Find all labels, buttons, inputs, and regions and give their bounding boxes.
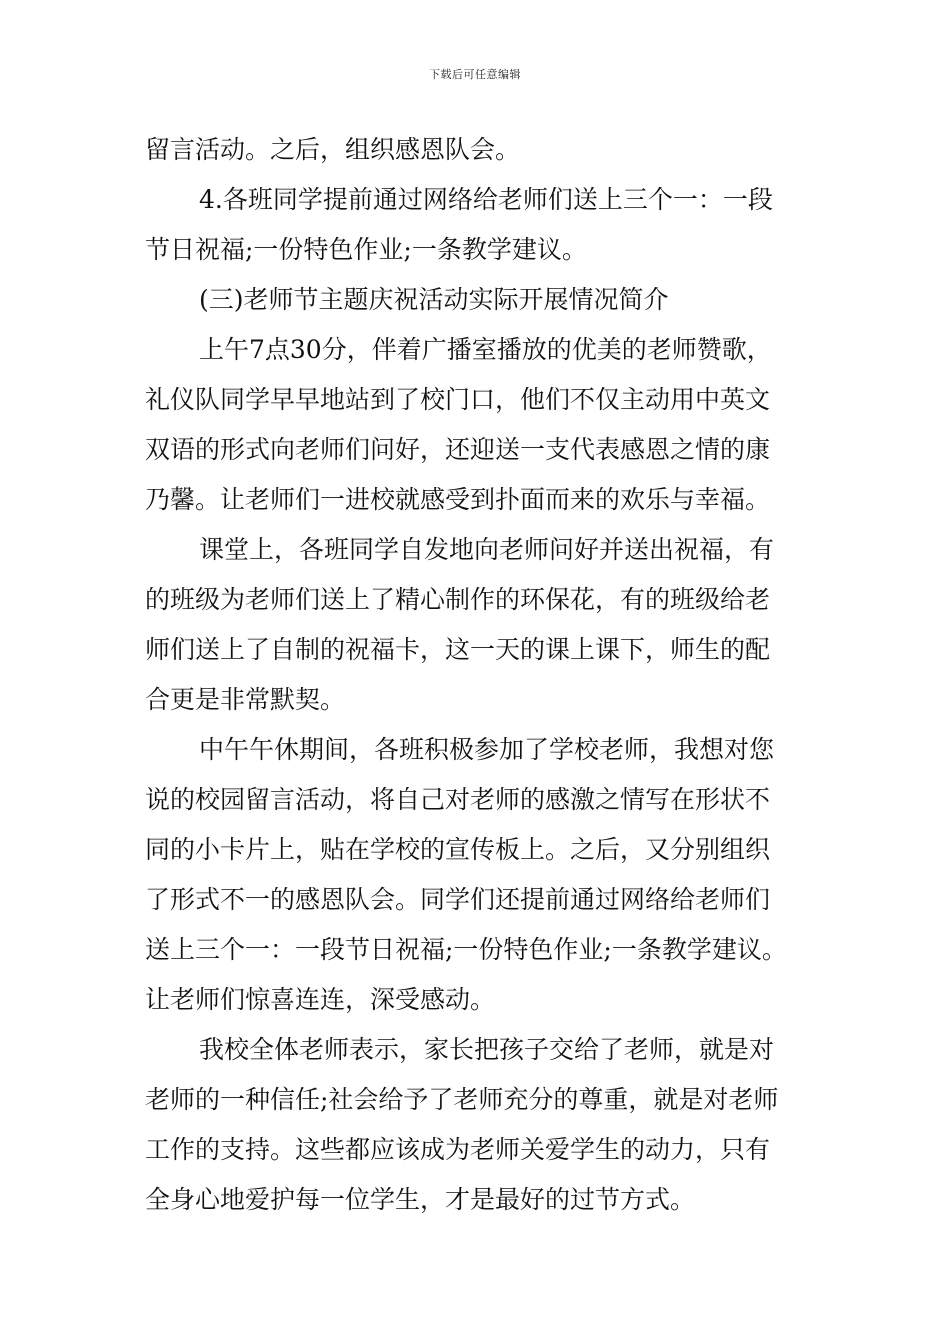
text-line: 全身心地爱护每一位学生，才是最好的过节方式。 xyxy=(145,1185,696,1214)
text-line: 送上三个一：一段节日祝福;一份特色作业;一条教学建议。 xyxy=(145,935,787,964)
text-line: 老师的一种信任;社会给予了老师充分的尊重，就是对老师 xyxy=(145,1085,779,1114)
text-line: 我校全体老师表示，家长把孩子交给了老师，就是对 xyxy=(199,1035,775,1064)
text-line: 的班级为老师们送上了精心制作的环保花，有的班级给老 xyxy=(145,585,771,614)
text-line: 让老师们惊喜连连，深受感动。 xyxy=(145,985,496,1014)
text-line: 4.各班同学提前通过网络给老师们送上三个一：一段 xyxy=(199,185,773,214)
text-line: 说的校园留言活动，将自己对老师的感激之情写在形状不 xyxy=(145,785,771,814)
text-line: 礼仪队同学早早地站到了校门口，他们不仅主动用中英文 xyxy=(145,385,771,414)
text-line: 同的小卡片上，贴在学校的宣传板上。之后，又分别组织 xyxy=(145,835,771,864)
section-heading: (三)老师节主题庆祝活动实际开展情况简介 xyxy=(199,285,669,314)
text-line: 工作的支持。这些都应该成为老师关爱学生的动力，只有 xyxy=(145,1135,771,1164)
text-line: 留言活动。之后，组织感恩队会。 xyxy=(145,135,521,164)
text-line: 节日祝福;一份特色作业;一条教学建议。 xyxy=(145,235,587,264)
document-body xyxy=(145,125,817,1225)
text-line: 中午午休期间，各班积极参加了学校老师，我想对您 xyxy=(199,735,775,764)
text-line: 上午7点30分，伴着广播室播放的优美的老师赞歌， xyxy=(199,335,772,364)
text-line: 合更是非常默契。 xyxy=(145,685,346,714)
text-line: 双语的形式向老师们问好，还迎送一支代表感恩之情的康 xyxy=(145,435,771,464)
page-header: 下载后可任意编辑 xyxy=(429,68,521,81)
text-line: 课堂上，各班同学自发地向老师问好并送出祝福，有 xyxy=(199,535,775,564)
text-line: 师们送上了自制的祝福卡，这一天的课上课下，师生的配 xyxy=(145,635,771,664)
text-line: 了形式不一的感恩队会。同学们还提前通过网络给老师们 xyxy=(145,885,771,914)
text-line: 乃馨。让老师们一进校就感受到扑面而来的欢乐与幸福。 xyxy=(145,485,771,514)
